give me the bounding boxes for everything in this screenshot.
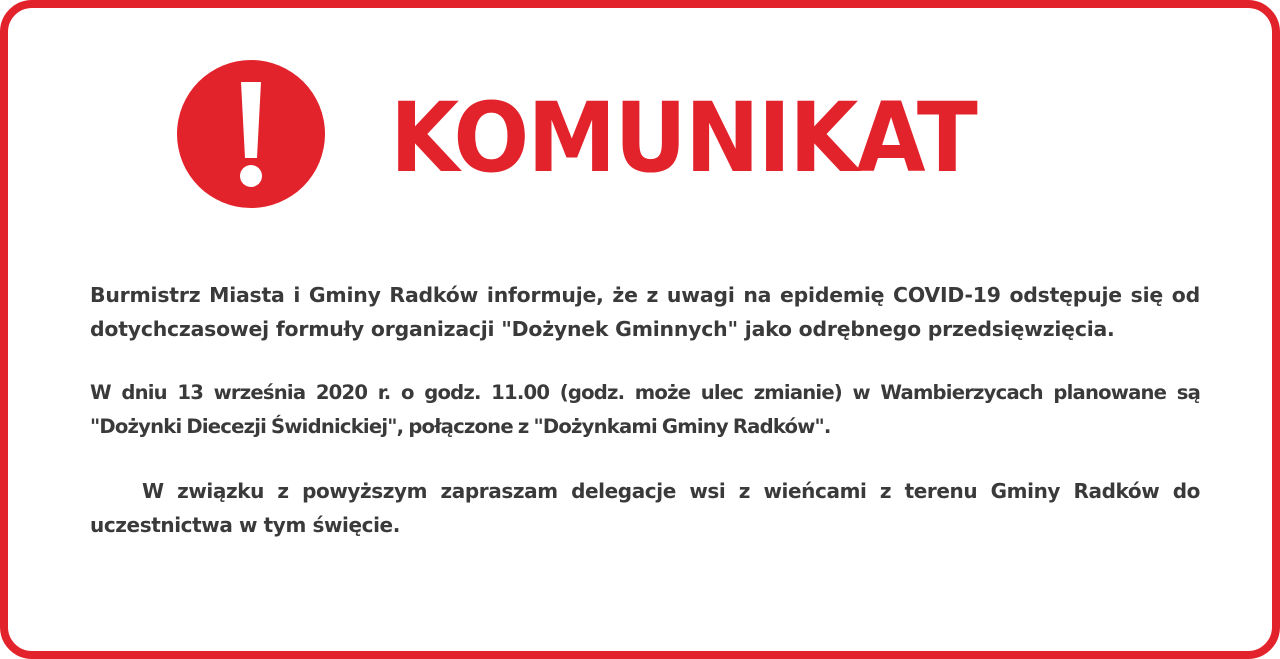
notice-paragraph-3: W związku z powyższym zapraszam delegacje wsi z wieńcami z terenu Gminy Radków do uczestnictwa w tym święcie. — [90, 479, 1200, 537]
notice-header — [0, 0, 1280, 240]
notice-title: KOMUNIKAT — [390, 82, 976, 194]
notice-paragraph-2: W dniu 13 września 2020 r. o godz. 11.00 (godz. może ulec zmianie) w Wambierzycach planowane są "Dożynki Diecezji Świdnickiej", połączone z "Dożynkami Gminy Radków". — [90, 381, 1200, 438]
exclamation-circle-icon — [177, 60, 325, 208]
notice-paragraph-1: Burmistrz Miasta i Gminy Radków informuje, że z uwagi na epidemię COVID-19 odstępuje się od dotychczasowej formuły organizacji "Dożynek Gminnych" jako odrębnego przedsięwzięcia. — [90, 283, 1200, 341]
notice-body — [90, 278, 1200, 542]
